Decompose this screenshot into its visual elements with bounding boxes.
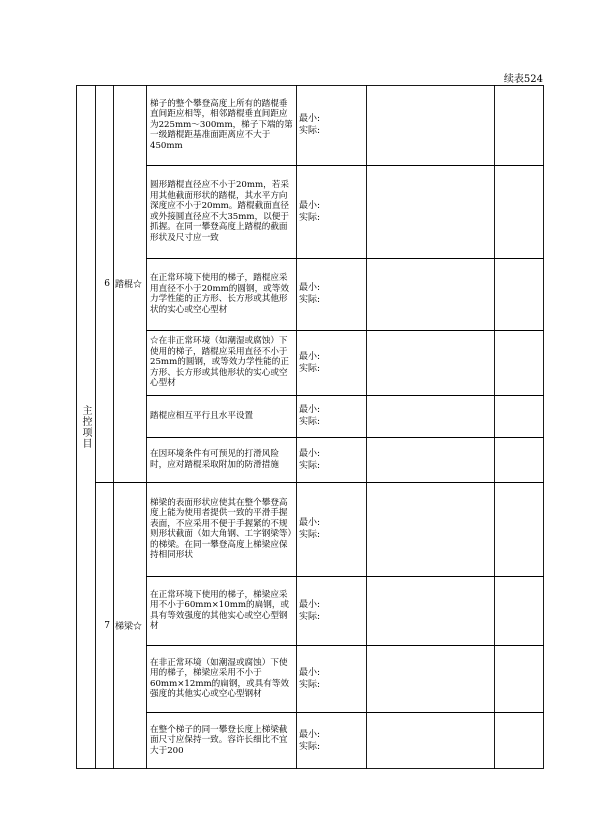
item-name: 梯梁☆	[115, 622, 143, 632]
measurement-labels	[296, 482, 366, 576]
requirement-text-content: 梯子的整个攀登高度上所有的踏棍垂直间距应相等，相邻踏棍垂直间距应为225mm～300mm，梯子下端的第一级踏棍距基准面距离应不大于450mm	[150, 98, 293, 151]
requirement-text	[146, 645, 296, 712]
actual-label: 实际:	[299, 611, 321, 622]
min-label: 最小:	[299, 518, 321, 528]
requirement-text	[146, 712, 296, 769]
measurement-labels	[296, 395, 366, 437]
actual-label: 实际:	[299, 295, 321, 305]
requirement-text-content: 圆形踏棍直径应不小于20mm，若采用其他截面形状的踏棍，其水平方向深度应不小于20mm。踏棍截面直径或外接圆直径应不大35mm，以便于抓握。在同一攀登高度上踏棍的截面形状及尺寸应一致	[150, 180, 289, 243]
actual-label: 实际:	[299, 741, 321, 752]
requirement-text-content: ☆在非正常环境（如潮湿或腐蚀）下使用的梯子，踏棍应采用直径不小于25mm的圆钢，或等效力学性能的正方形、长方形或其他形状的实心或空心型材	[150, 336, 289, 389]
actual-label: 实际:	[299, 363, 321, 374]
measurement-labels	[296, 576, 366, 645]
requirement-text-content: 梯梁的表面形状应使其在整个攀登高度上能为使用者提供一致的平滑手握表面，不应采用不便于手握紧的不规则形状截面（如大角钢、工字钢梁等）的梯梁。在同一攀登高度上梯梁应保持相同形状	[150, 497, 292, 560]
measurement-labels	[296, 645, 366, 712]
actual-label: 实际:	[299, 460, 321, 471]
min-label: 最小:	[299, 351, 321, 362]
actual-label: 实际:	[299, 212, 321, 223]
measurement-labels	[296, 330, 366, 395]
item-number: 7	[104, 620, 110, 631]
requirement-text	[146, 576, 296, 645]
measurement-labels	[296, 165, 366, 258]
min-label: 最小:	[299, 729, 321, 740]
requirement-text	[146, 85, 296, 165]
requirement-text-content: 在正常环境下使用的梯子，踏棍应采用直径不小于20mm的圆钢，或等效力学性能的正方形、长方形或其他形状的实心或空心型材	[150, 273, 289, 315]
requirement-text-content: 在因环境条件有可预见的打滑风险时，应对踏棍采取附加的防滑措施	[150, 449, 279, 470]
actual-label: 实际:	[299, 126, 321, 136]
requirement-text	[146, 258, 296, 330]
requirement-text	[146, 395, 296, 437]
min-label: 最小:	[299, 448, 321, 459]
min-label: 最小:	[299, 283, 321, 293]
min-label: 最小:	[299, 405, 321, 415]
section-label: 主控项目	[80, 405, 91, 449]
item-name: 踏棍☆	[115, 280, 143, 290]
requirement-text-content: 在正常环境下使用的梯子，梯梁应采用不小于60mm×10mm的扁钢，或具有等效强度的其他实心或空心型钢材	[150, 589, 290, 631]
actual-label: 实际:	[299, 530, 321, 540]
min-label: 最小:	[299, 200, 321, 211]
requirement-text	[146, 437, 296, 482]
requirement-text-content: 踏棍应相互平行且水平设置	[150, 410, 254, 421]
inspection-table	[76, 85, 544, 769]
actual-label: 实际:	[299, 679, 321, 690]
requirement-text	[146, 482, 296, 576]
item-number: 6	[104, 278, 110, 289]
requirement-text	[146, 165, 296, 258]
requirement-text-content: 在非正常环境（如潮湿或腐蚀）下使用的梯子，梯梁应采用不小于60mm×12mm的扁钢，或具有等效强度的其他实心或空心型钢材	[150, 657, 290, 699]
measurement-labels	[296, 85, 366, 165]
measurement-labels	[296, 437, 366, 482]
min-label: 最小:	[299, 599, 321, 610]
min-label: 最小:	[299, 667, 321, 678]
min-label: 最小:	[299, 114, 321, 124]
actual-label: 实际:	[299, 417, 321, 427]
requirement-text	[146, 330, 296, 395]
measurement-labels	[296, 258, 366, 330]
measurement-labels	[296, 712, 366, 769]
requirement-text-content: 在整个梯子的同一攀登长度上梯梁截面尺寸应保持一致。容许长细比不宜大于200	[150, 724, 288, 756]
page-label: 续表524	[503, 74, 543, 85]
